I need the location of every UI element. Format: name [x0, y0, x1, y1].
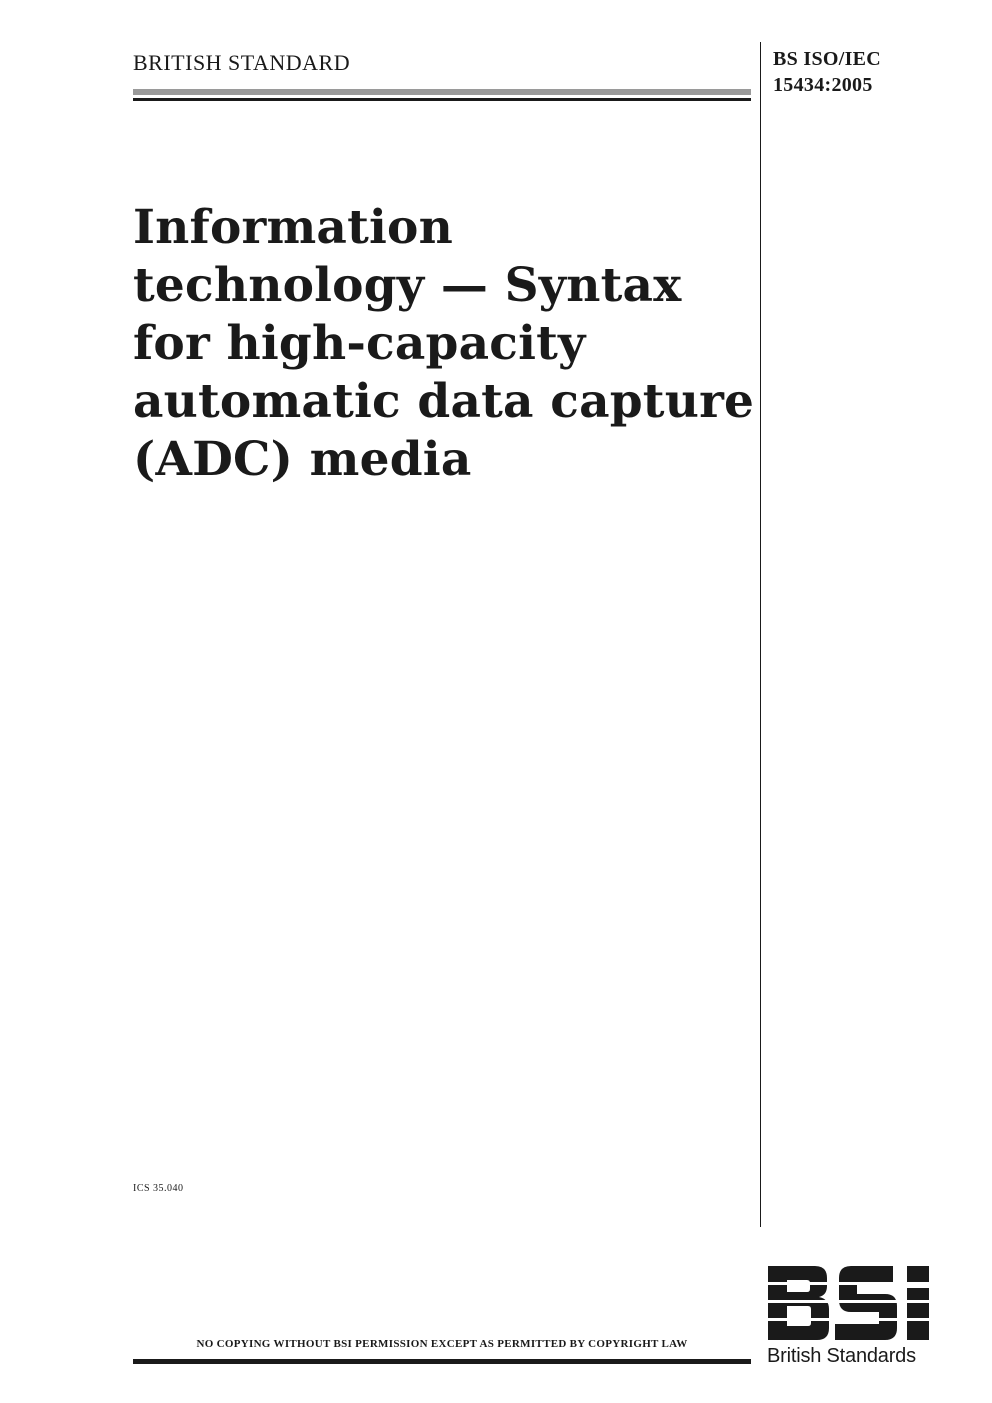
- logo-caption: British Standards: [767, 1345, 916, 1367]
- header-rule-black: [133, 98, 751, 101]
- document-title: [133, 199, 753, 489]
- title-line-4: automatic data capture: [133, 374, 755, 429]
- footer-rule: [133, 1359, 751, 1364]
- vertical-divider: [760, 42, 761, 1227]
- title-line-1: Information: [133, 200, 453, 255]
- header-rule-grey: [133, 89, 751, 95]
- title-line-5: (ADC) media: [133, 432, 472, 487]
- ics-code: ICS 35.040: [133, 1183, 184, 1194]
- standard-number-line-2: 15434:2005: [773, 74, 873, 96]
- title-line-2: technology — Syntax: [133, 258, 682, 313]
- copyright-notice: NO COPYING WITHOUT BSI PERMISSION EXCEPT AS PERMITTED BY COPYRIGHT LAW: [196, 1338, 688, 1350]
- logo-wordmark: BSi: [765, 1260, 767, 1261]
- series-label: BRITISH STANDARD: [133, 50, 351, 75]
- standard-number: [773, 46, 881, 98]
- standard-number-line-1: BS ISO/IEC: [773, 48, 882, 70]
- title-line-3: for high-capacity: [133, 316, 586, 371]
